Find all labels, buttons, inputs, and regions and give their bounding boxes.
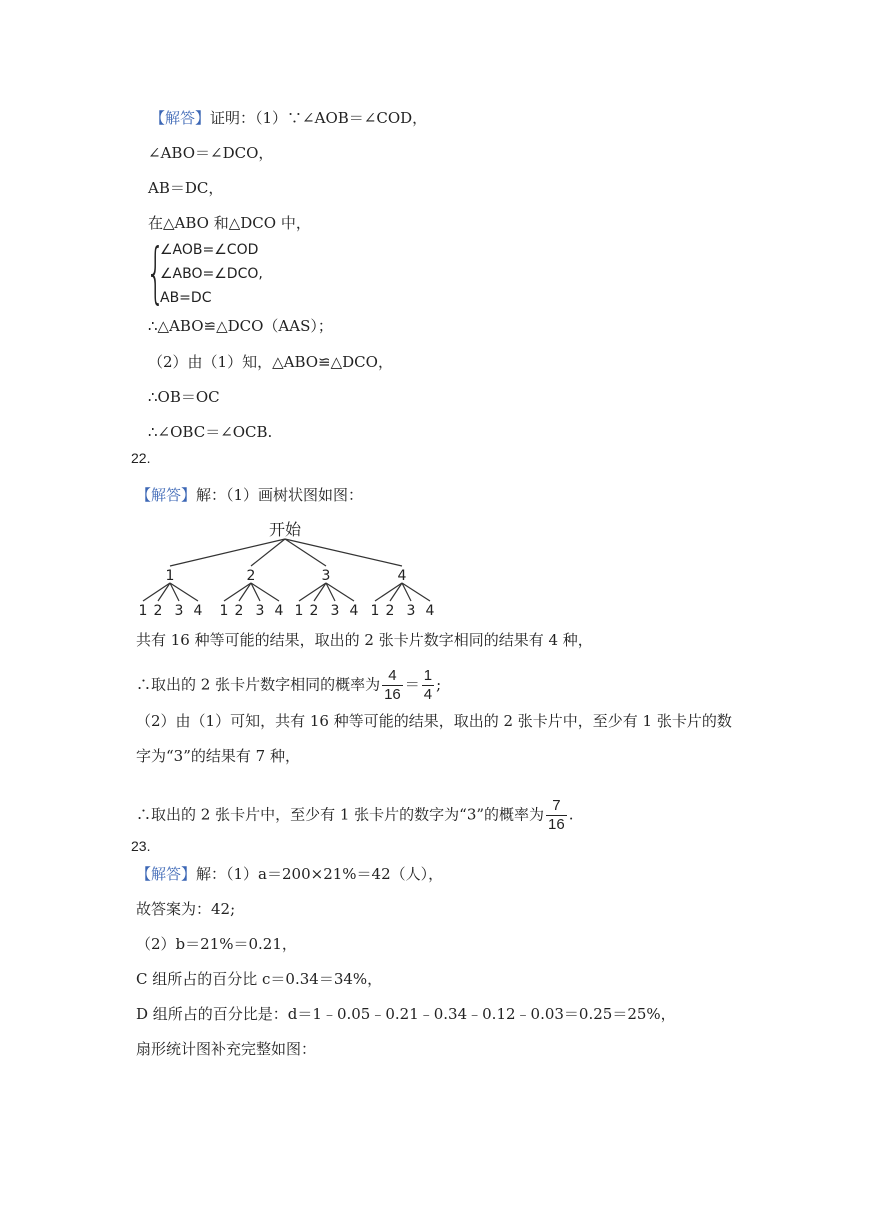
tree-level1-label: 4	[397, 568, 407, 584]
tree-root-label: 开始	[268, 520, 302, 539]
fraction-1-4	[422, 667, 434, 704]
tree-level2-label: 4	[274, 603, 284, 619]
q22-line-5: 字为“3”的结果有 7 种，	[136, 747, 300, 765]
tree-level2-label: 2	[153, 603, 163, 619]
period: .	[568, 805, 574, 824]
fraction-numerator: 4	[382, 667, 403, 686]
fraction-numerator: 7	[546, 797, 567, 816]
q23-line-3: （2）b＝21%＝0.21，	[136, 935, 297, 953]
tree-branch-line	[158, 583, 170, 601]
q21-line-5: ∴△ABO≌△DCO（AAS）；	[148, 317, 333, 335]
tree-level2-label: 2	[234, 603, 244, 619]
question-number-23: 23.	[131, 838, 151, 854]
tree-level2-label: 3	[255, 603, 265, 619]
q23-line-5: D 组所占的百分比是：d＝1﹣0.05﹣0.21﹣0.34﹣0.12﹣0.03＝0.25＝25%，	[136, 1005, 676, 1023]
tree-level2-label: 4	[193, 603, 203, 619]
tree-level2-label: 2	[309, 603, 319, 619]
system-row-2: ∠ABO=∠DCO,	[160, 266, 263, 282]
fraction-4-16	[382, 667, 403, 704]
equals-sign: ＝	[404, 675, 420, 694]
q23-line-6: 扇形统计图补充完整如图：	[136, 1040, 317, 1058]
tree-level1-label: 3	[321, 568, 331, 584]
fraction-7-16	[546, 797, 567, 834]
q23-line-4: C 组所占的百分比 c＝0.34＝34%，	[136, 970, 383, 988]
q23-intro: 解：（1）a＝200×21%＝42（人），	[196, 865, 444, 883]
tree-branch-line	[390, 583, 402, 601]
system-row-1: ∠AOB=∠COD	[160, 242, 259, 258]
q22-intro: 解：（1）画树状图如图：	[196, 486, 364, 504]
q23-line-1	[136, 864, 443, 884]
fraction-denominator: 16	[384, 686, 401, 703]
tree-level2-label: 3	[330, 603, 340, 619]
tree-level1-label: 1	[165, 568, 175, 584]
tree-branch-line	[224, 583, 251, 601]
answer-tag: 【解答】	[150, 109, 211, 127]
q22-line-4: （2）由（1）可知，共有 16 种等可能的结果，取出的 2 张卡片中，至少有 1 张卡片的数	[136, 712, 732, 730]
q21-line-4: 在△ABO 和△DCO 中，	[148, 214, 311, 232]
tree-level2-label: 4	[349, 603, 359, 619]
tree-branch-line	[314, 583, 326, 601]
system-row-3: AB=DC	[160, 290, 212, 306]
tree-branch-line	[299, 583, 326, 601]
tree-level2-label: 1	[294, 603, 304, 619]
q21-line-1	[150, 108, 427, 128]
question-number-22: 22.	[131, 450, 151, 466]
q22-prob-text-2: ∴取出的 2 张卡片中，至少有 1 张卡片的数字为“3”的概率为	[136, 805, 545, 824]
tree-branch-line	[285, 539, 402, 566]
q22-line-1	[136, 485, 363, 505]
q21-line-8: ∴∠OBC＝∠OCB.	[148, 423, 273, 441]
tree-level2-label: 4	[425, 603, 435, 619]
tree-level2-label: 1	[219, 603, 229, 619]
q22-line-3	[136, 667, 441, 704]
fraction-numerator: 1	[423, 667, 433, 684]
q21-line-6: （2）由（1）知，△ABO≌△DCO，	[148, 353, 393, 371]
q21-line-2: ∠ABO＝∠DCO，	[148, 144, 274, 162]
tree-diagram	[130, 515, 450, 620]
tree-level2-label: 3	[174, 603, 184, 619]
tree-level2-label: 3	[406, 603, 416, 619]
q21-line-7: ∴OB＝OC	[148, 388, 220, 406]
tree-branch-line	[143, 583, 170, 601]
semicolon: ;	[436, 675, 442, 694]
q22-line-6	[136, 797, 574, 834]
brace-symbol: {	[146, 234, 165, 311]
q21-line-3: AB＝DC，	[148, 179, 224, 197]
tree-level2-label: 2	[385, 603, 395, 619]
tree-level1-label: 2	[246, 568, 256, 584]
fraction-denominator: 4	[423, 686, 433, 703]
answer-tag: 【解答】	[136, 865, 197, 883]
q22-prob-text: ∴取出的 2 张卡片数字相同的概率为	[136, 675, 381, 694]
q21-proof-start: 证明：（1）∵∠AOB＝∠COD，	[210, 109, 428, 127]
tree-level2-label: 1	[370, 603, 380, 619]
q23-line-2: 故答案为：42;	[136, 900, 236, 918]
tree-branch-line	[285, 539, 326, 566]
answer-tag: 【解答】	[136, 486, 197, 504]
tree-branch-line	[375, 583, 402, 601]
q22-line-2: 共有 16 种等可能的结果，取出的 2 张卡片数字相同的结果有 4 种，	[136, 631, 593, 649]
tree-level2-label: 1	[138, 603, 148, 619]
fraction-denominator: 16	[548, 816, 565, 833]
tree-branch-line	[239, 583, 251, 601]
